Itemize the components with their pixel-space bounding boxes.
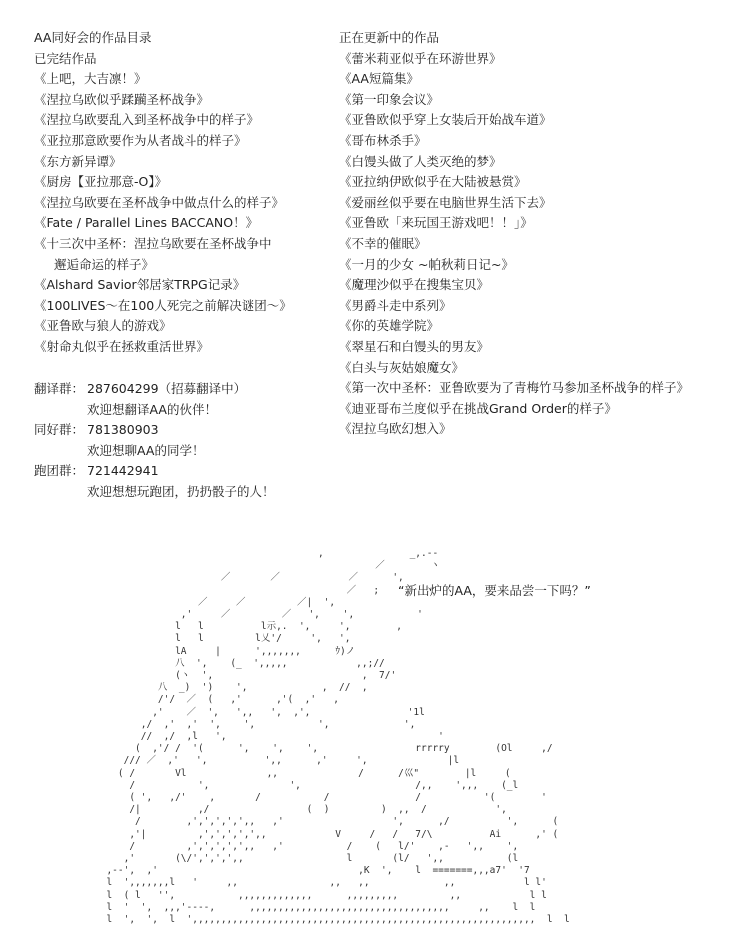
ongoing-item: 《蕾米莉亚似乎在环游世界》 (339, 50, 502, 66)
ongoing-item: 《爱丽丝似乎要在电脑世界生活下去》 (339, 194, 552, 210)
run-group-desc: 欢迎想想玩跑团，扔扔骰子的人！ (87, 483, 275, 499)
translate-group-label: 翻译群： (34, 381, 85, 396)
completed-item: 《Alshard Savior邻居家TRPG记录》 (34, 277, 246, 293)
ongoing-item: 《涅拉乌欧幻想入》 (339, 421, 452, 437)
run-group-number: 721442941 (87, 463, 159, 479)
catalog-title: AA同好会的作品目录 (34, 30, 152, 45)
ongoing-item: 《你的英雄学院》 (339, 318, 440, 334)
completed-item: 《上吧，大吉凛！》 (34, 71, 147, 87)
run-group-label: 跑团群： (34, 463, 85, 479)
ongoing-item: 《一月的少女 ~帕秋莉日记~》 (339, 256, 514, 272)
fan-group-desc: 欢迎想聊AA的同学！ (87, 442, 205, 458)
ongoing-item: 《AA短篇集》 (339, 71, 419, 87)
completed-item: 《涅拉乌欧似乎蹂躏圣杯战争》 (34, 91, 210, 107)
translate-group-desc: 欢迎想翻译AA的伙伴！ (87, 401, 217, 417)
completed-item: 《Fate / Parallel Lines BACCANO！》 (34, 215, 259, 231)
fan-group-row (34, 420, 275, 441)
ongoing-item: 《亚鲁欧似乎穿上女装后开始战车道》 (339, 112, 552, 128)
completed-item: 《东方新异谭》 (34, 153, 122, 169)
ascii-art-illustration: , _,.-‐ ／ ヽ ／ ／ ／ ', ／ ; ヽ ／ ／ ／| ', ,' ／ ／ ', ', ' l l l示,. ', ', , l l l乂'/ ', ', lA | ',,,,,,, ｳ)ノ 八 ', (_ ',,,,, ,,;// (ヽ ', , 7/' 八 _) ') ', , // , /'/ ／ ( ,' ,'( ,' , ,' ／ ', ',, ', ,', '1l ,/ ,' ,' ', ', ', ', // ,/ ,l ', ' ( ,'/ / '( ', ', ', rrrrry (Ol ,/ /// ／ ,' ', ',, ,' ', |l ( / Vl ,, / /巛" |l ( / ', ', /,, ',,, (_l ( ', ,/' , / / / '( ' /| ,/ ( ) ) ,, / ', / ,',',',',',, ,' ', ,/ ', ( ,'| ,',',',',',, V / / 7/\ Ai ,' ( / ,',',',',',, ,' / ( l/' ,- ',, ', ,' (\/',',',',, l (l/ ',, (l ,-‐', ,' ,K ', l =======,,,a7' '7 l ',,,,,,,l ' ,, ,, ,, ,, l l' l ( l '', ,,,,,,,,,,,,, ,,,,,,,,, ,, l l l ' ', ,,,'‐‐‐‐, ,,,,,,,,,,,,,,,,,,,,,,,,,,,,,,,,,,, ,, l l l ', ', l ',,,,,,,,,,,,,,,,,,,,,,,,,,,,,,,,,,,,,,,,,,,,,,,,,,,,,,,,,,,, l l (106, 548, 570, 926)
completed-works-column (34, 28, 334, 358)
ongoing-item: 《第一次中圣杯：亚鲁欧要为了青梅竹马参加圣杯战争的样子》 (339, 380, 690, 396)
ongoing-item: 《第一印象会议》 (339, 91, 440, 107)
completed-item: 《涅拉乌欧要在圣杯战争中做点什么的样子》 (34, 194, 285, 210)
run-group-row (34, 461, 275, 482)
completed-item: 《亚鲁欧与狼人的游戏》 (34, 318, 172, 334)
completed-item: 《100LIVES～在100人死完之前解决谜团～》 (34, 297, 292, 313)
ongoing-item: 《迪亚哥布兰度似乎在挑战Grand Order的样子》 (339, 400, 617, 416)
speech-quote: “新出炉的AA，要来品尝一下吗？” (398, 583, 591, 598)
ongoing-item: 《男爵斗走中系列》 (339, 297, 452, 313)
ongoing-item: 《亚拉纳伊欧似乎在大陆被悬赏》 (339, 174, 527, 190)
ongoing-item: 《魔理沙似乎在搜集宝贝》 (339, 277, 490, 293)
group-contacts (34, 379, 275, 503)
ongoing-item: 《白头与灰姑娘魔女》 (339, 359, 465, 375)
completed-item: 《厨房【亚拉那意-O】》 (34, 174, 168, 190)
translate-group-number: 287604299（招募翻译中） (87, 381, 247, 396)
completed-item: 《射命丸似乎在拯救重活世界》 (34, 338, 210, 354)
completed-item: 《亚拉那意欧要作为从者战斗的样子》 (34, 132, 247, 148)
completed-item-continuation: 邂逅命运的样子》 (54, 256, 155, 272)
ongoing-works-column (339, 28, 739, 440)
completed-heading: 已完结作品 (34, 50, 97, 66)
completed-item: 《十三次中圣杯：涅拉乌欧要在圣杯战争中 (34, 235, 272, 251)
ongoing-item: 《亚鲁欧「来玩国王游戏吧！！」》 (339, 215, 533, 231)
ongoing-item: 《翠星石和白馒头的男友》 (339, 338, 490, 354)
ongoing-item: 《哥布林杀手》 (339, 132, 427, 148)
translate-group-row (34, 379, 275, 400)
fan-group-number: 781380903 (87, 422, 159, 438)
ongoing-item: 《不幸的催眠》 (339, 235, 427, 251)
ongoing-heading: 正在更新中的作品 (339, 30, 440, 45)
ongoing-item: 《白馒头做了人类灭绝的梦》 (339, 153, 502, 169)
completed-item: 《涅拉乌欧要乱入到圣杯战争中的样子》 (34, 112, 260, 128)
fan-group-label: 同好群： (34, 422, 85, 438)
